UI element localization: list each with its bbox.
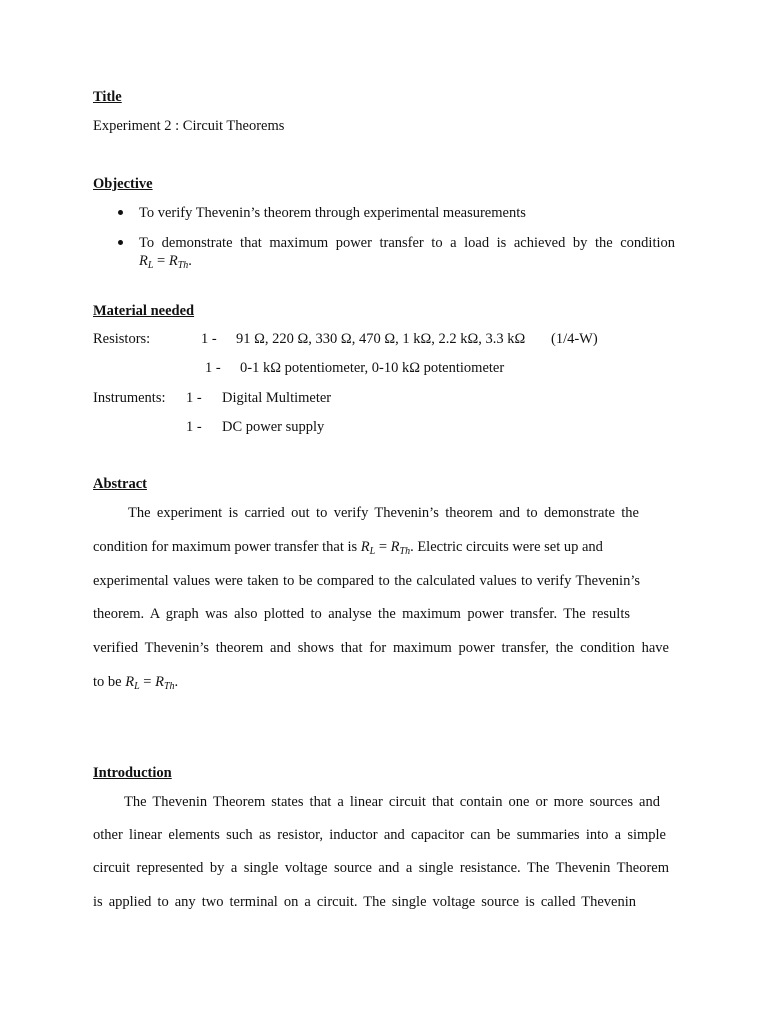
abstract-line-6-text: to be: [93, 674, 126, 690]
instrument-2: DC power supply: [222, 419, 325, 435]
objective-item-1: To verify Thevenin’s theorem through experimental measurements: [139, 205, 526, 221]
subscript-th: Th: [163, 681, 175, 692]
period: .: [188, 253, 192, 269]
abstract-line-6: [93, 673, 178, 696]
abstract-line-5: verified Thevenin’s theorem and shows that for maximum power transfer, the condition have: [93, 640, 669, 656]
resistors-label: Resistors:: [93, 331, 151, 347]
subscript-th: Th: [399, 546, 411, 557]
instruments-label: Instruments:: [93, 390, 166, 406]
abstract-line-2-text: condition for maximum power transfer that is: [93, 539, 361, 555]
objective-heading: Objective: [93, 176, 153, 192]
resistors-qty: 1 -: [201, 331, 217, 347]
equals-sign: =: [375, 539, 391, 555]
introduction-line-3: circuit represented by a single voltage source and a single resistance. The Thevenin Theorem: [93, 860, 669, 876]
experiment-title: Experiment 2 : Circuit Theorems: [93, 118, 285, 134]
instrument-2-qty: 1 -: [186, 419, 202, 435]
title-heading: Title: [93, 89, 122, 105]
introduction-line-4: is applied to any two terminal on a circuit. The single voltage source is called Thevenin: [93, 894, 636, 910]
introduction-heading: Introduction: [93, 765, 172, 781]
instrument-1: Digital Multimeter: [222, 390, 332, 406]
abstract-line-3: experimental values were taken to be compared to the calculated values to verify Thevenin’s: [93, 573, 640, 589]
symbol-r: R: [139, 253, 148, 269]
bullet-icon: [118, 240, 123, 245]
introduction-line-2: other linear elements such as resistor, inductor and capacitor can be summaries into a simple: [93, 827, 666, 843]
abstract-line-4: theorem. A graph was also plotted to analyse the maximum power transfer. The results: [93, 606, 630, 622]
subscript-th: Th: [177, 260, 189, 271]
resistors-rating: (1/4-W): [551, 331, 598, 347]
objective-condition: [139, 252, 192, 275]
symbol-r: R: [125, 674, 135, 690]
pot-qty: 1 -: [205, 360, 221, 376]
subscript-l: L: [147, 260, 154, 271]
abstract-heading: Abstract: [93, 476, 147, 492]
subscript-l: L: [134, 681, 140, 692]
pot-values: 0-1 kΩ potentiometer, 0-10 kΩ potentiometer: [240, 360, 505, 376]
period: .: [174, 674, 179, 690]
symbol-r: R: [360, 539, 370, 555]
resistors-values: 91 Ω, 220 Ω, 330 Ω, 470 Ω, 1 kΩ, 2.2 kΩ, 3.3 kΩ: [236, 331, 526, 347]
equals-sign: =: [153, 253, 169, 269]
abstract-line-2-end: . Electric circuits were set up and: [410, 539, 603, 555]
introduction-line-1: The Thevenin Theorem states that a linear circuit that contain one or more sources and: [124, 794, 660, 810]
abstract-line-1: The experiment is carried out to verify Thevenin’s theorem and to demonstrate the: [128, 505, 639, 521]
symbol-r: R: [168, 253, 178, 269]
subscript-l: L: [369, 546, 376, 557]
abstract-line-2: [93, 538, 603, 561]
instrument-1-qty: 1 -: [186, 390, 202, 406]
materials-heading: Material needed: [93, 303, 195, 319]
symbol-r: R: [155, 674, 164, 690]
symbol-r: R: [390, 539, 400, 555]
objective-item-2: To demonstrate that maximum power transfer to a load is achieved by the condition: [139, 235, 675, 251]
bullet-icon: [118, 210, 123, 215]
equals-sign: =: [139, 674, 156, 690]
